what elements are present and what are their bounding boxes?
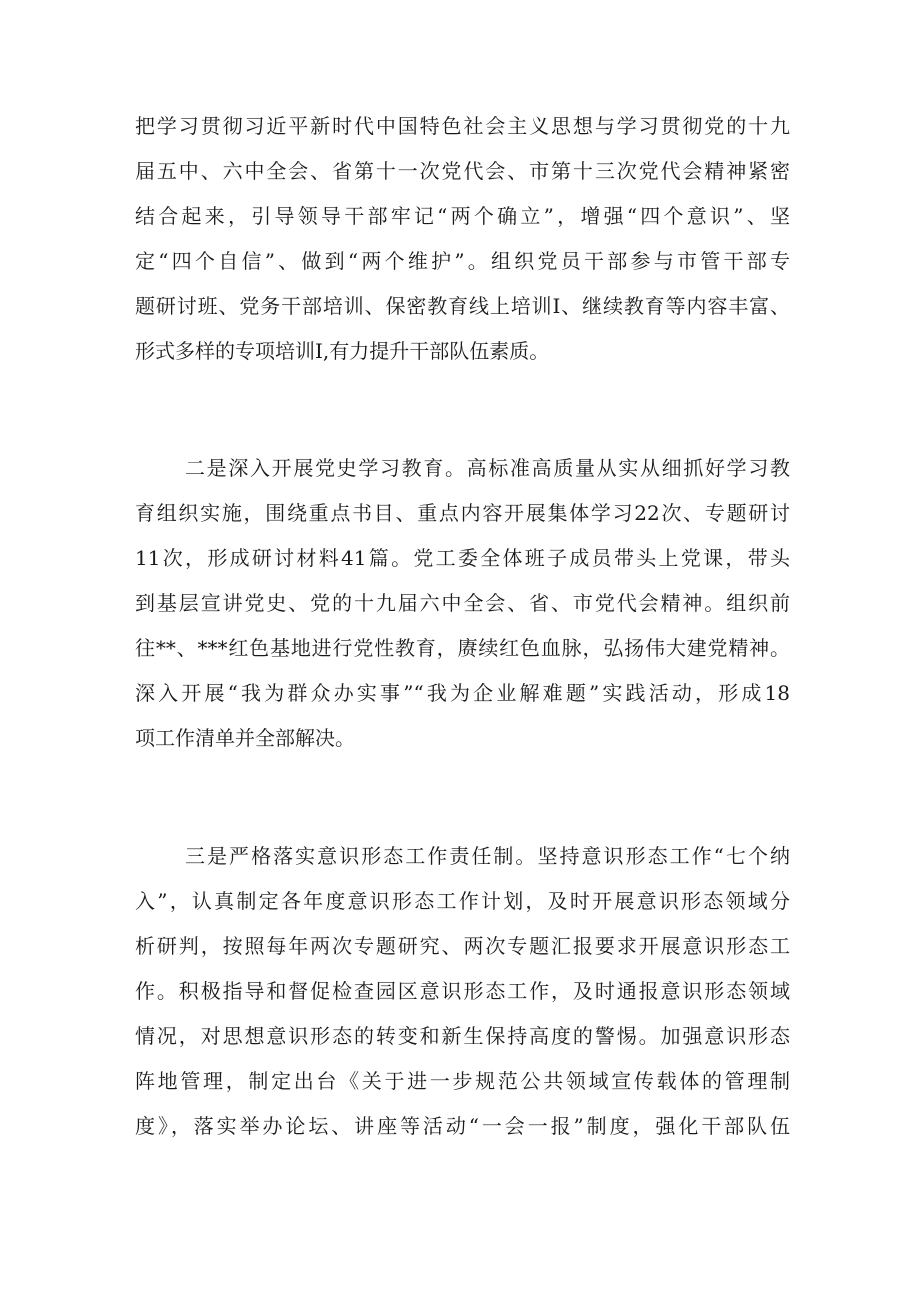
- paragraph-1-line-5: 题研讨班、党务干部培训、保密教育线上培训I、继续教育等内容丰富、: [135, 294, 790, 318]
- paragraph-2-line-7: 项工作清单并全部解决。: [135, 726, 355, 750]
- paragraph-2-line-4: 到基层宣讲党史、党的十九届六中全会、省、市党代会精神。组织前: [135, 591, 790, 615]
- paragraph-1-line-6: 形式多样的专项培训I,有力提升干部队伍素质。: [135, 339, 550, 363]
- paragraph-3-line-1: 三是严格落实意识形态工作责任制。坚持意识形态工作“七个纳: [185, 844, 790, 868]
- paragraph-3-line-2: 入”，认真制定各年度意识形态工作计划，及时开展意识形态领域分: [135, 889, 790, 913]
- paragraph-2-line-2: 育组织实施，围绕重点书目、重点内容开展集体学习22次、专题研讨: [135, 501, 790, 525]
- paragraph-1-line-1: 把学习贯彻习近平新时代中国特色社会主义思想与学习贯彻党的十九: [135, 114, 790, 138]
- paragraph-1-line-2: 届五中、六中全会、省第十一次党代会、市第十三次党代会精神紧密: [135, 159, 790, 183]
- paragraph-3-line-7: 度》，落实举办论坛、讲座等活动“一会一报”制度，强化干部队伍: [135, 1114, 790, 1138]
- paragraph-2-line-6: 深入开展“我为群众办实事”“我为企业解难题”实践活动，形成18: [135, 681, 790, 705]
- paragraph-3-line-5: 情况，对思想意识形态的转变和新生保持高度的警惕。加强意识形态: [135, 1024, 790, 1048]
- paragraph-2-line-5: 往**、***红色基地进行党性教育，赓续红色血脉，弘扬伟大建党精神。: [135, 636, 790, 660]
- paragraph-2-line-1: 二是深入开展党史学习教育。高标准高质量从实从细抓好学习教: [185, 456, 790, 480]
- paragraph-3-line-3: 析研判，按照每年两次专题研究、两次专题汇报要求开展意识形态工: [135, 934, 790, 958]
- paragraph-3-line-4: 作。积极指导和督促检查园区意识形态工作，及时通报意识形态领域: [135, 979, 790, 1003]
- paragraph-2-line-3: 11次，形成研讨材料41篇。党工委全体班子成员带头上党课，带头: [135, 546, 790, 570]
- paragraph-1-line-3: 结合起来，引导领导干部牢记“两个确立”，增强“四个意识”、坚: [135, 204, 790, 228]
- paragraph-1-line-4: 定“四个自信”、做到“两个维护”。组织党员干部参与市管干部专: [135, 249, 790, 273]
- paragraph-3-line-6: 阵地管理，制定出台《关于进一步规范公共领域宣传载体的管理制: [135, 1069, 790, 1093]
